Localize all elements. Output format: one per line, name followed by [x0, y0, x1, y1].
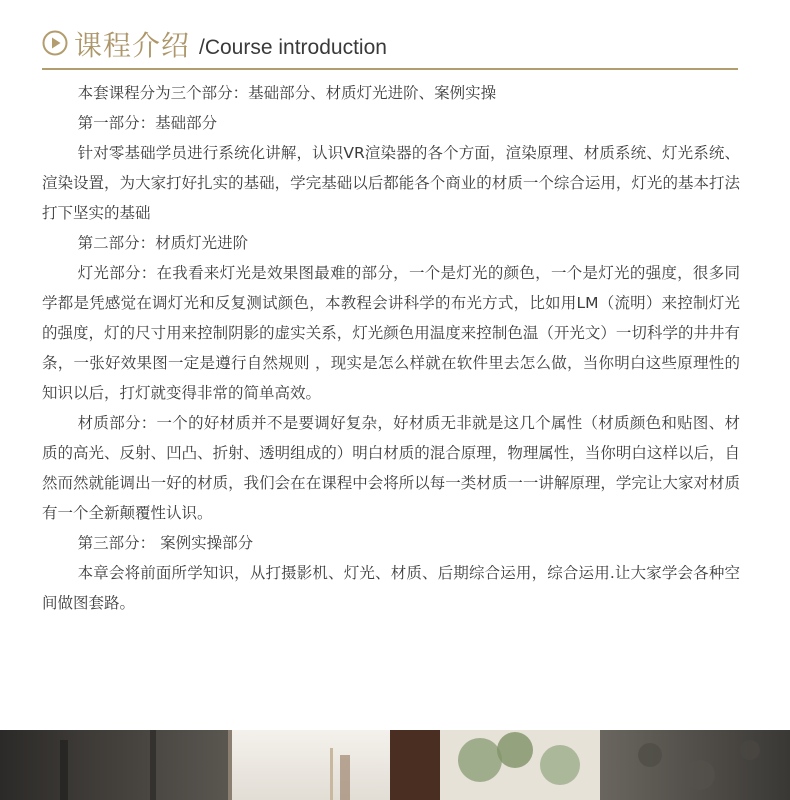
paragraph-part-three-body: 本章会将前面所学知识，从打摄影机、灯光、材质、后期综合运用，综合运用.让大家学会各种空间做图套路。 — [42, 564, 740, 612]
paragraph-materials: 材质部分：一个的好材质并不是要调好复杂，好材质无非就是这几个属性（材质颜色和贴图、材质的高光、反射、凹凸、折射、透明组成的）明白材质的混合原理，物理属性，当你明白这样以后，自然而然就能调出一好的材质，我们会在在课程中会将所以每一类材质一一讲解原理，学完让大家对材质有一个全新颠覆性认识。 — [42, 414, 740, 522]
section-title-english: /Course introduction — [199, 36, 387, 59]
section-title-chinese: 课程介绍 — [74, 29, 191, 62]
interior-photo-graphic — [0, 730, 790, 800]
paragraph-lighting: 灯光部分：在我看来灯光是效果图最难的部分，一个是灯光的颜色，一个是灯光的强度，很多同学都是凭感觉在调灯光和反复测试颜色，本教程会讲科学的布光方式，比如用LM（流明）来控制灯光的强度，灯的尺寸用来控制阴影的虚实关系，灯光颜色用温度来控制色温（开光文）一切科学的井井有条，一张好效果图一定是遵行自然规则 ，现实是怎么样就在软件里去怎么做，当你明白这些原理性的知识以后，打灯就变得非常的简单高效。 — [42, 264, 740, 402]
paragraph-part-three-heading: 第三部分： 案例实操部分 — [77, 534, 254, 552]
paragraph-part-one-heading: 第一部分：基础部分 — [77, 114, 218, 132]
paragraph-part-one-body: 针对零基础学员进行系统化讲解，认识VR渲染器的各个方面，渲染原理、材质系统、灯光系统、渲染设置，为大家打好扎实的基础，学完基础以后都能各个商业的材质一个综合运用，灯光的基本打法打下坚实的基础 — [42, 144, 740, 222]
section-header — [42, 26, 738, 70]
course-description — [42, 78, 740, 618]
interior-render-photo — [0, 730, 790, 800]
play-circle-icon — [42, 30, 68, 56]
paragraph-part-two-heading: 第二部分：材质灯光进阶 — [77, 234, 249, 252]
paragraph-overview: 本套课程分为三个部分：基础部分、材质灯光进阶、案例实操 — [77, 84, 497, 102]
